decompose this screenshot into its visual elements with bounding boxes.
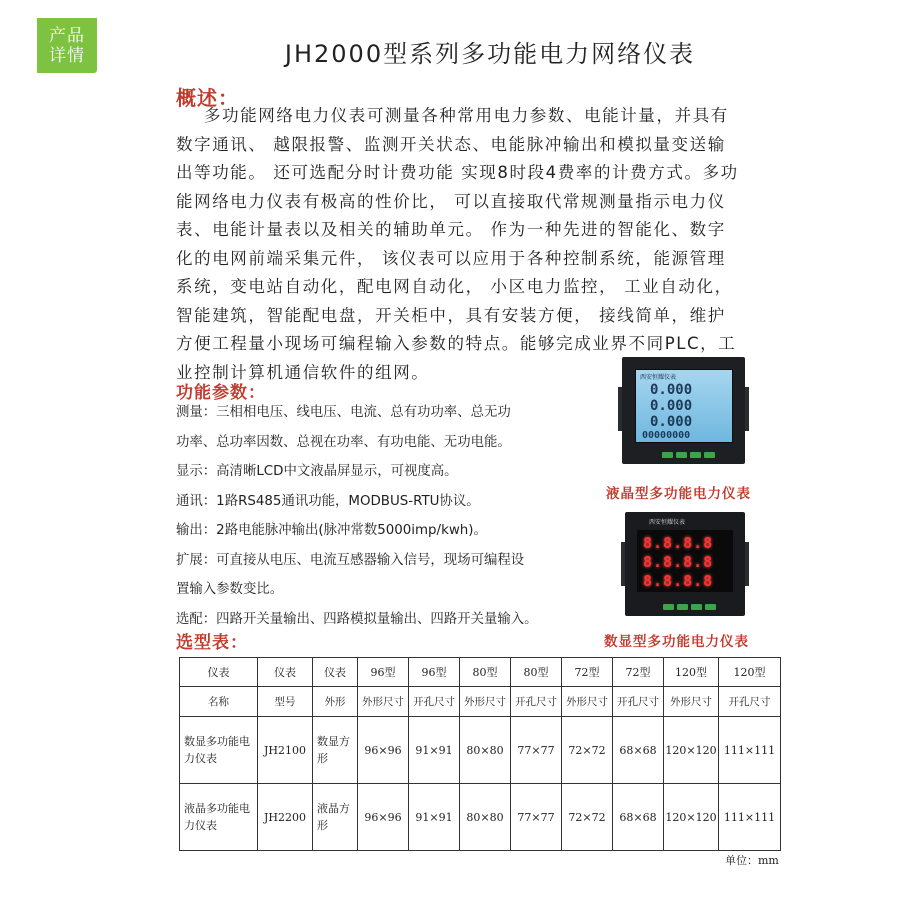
table-cell: 数显方形: [313, 717, 358, 784]
table-row: [180, 784, 781, 851]
table-cell: 120型: [719, 658, 781, 687]
table-cell: 外形尺寸: [664, 687, 719, 717]
lcd-row-2: 0.000: [650, 398, 693, 414]
led-row-1: 8.8.8.8: [643, 534, 714, 552]
overview-line: 业控制计算机通信软件的组网。: [176, 362, 430, 382]
overview-line: 系统，变电站自动化，配电网自动化， 小区电力监控， 工业自动化，: [176, 277, 733, 296]
table-cell: 111×111: [719, 717, 781, 784]
lcd-row-1: 0.000: [650, 382, 693, 398]
table-cell: 开孔尺寸: [613, 687, 664, 717]
table-cell: 外形: [313, 687, 358, 717]
function-line: 置输入参数变比。: [176, 582, 284, 597]
table-cell: 液晶方形: [313, 784, 358, 851]
table-cell: 120型: [664, 658, 719, 687]
lcd-row-energy: 00000000: [642, 430, 691, 441]
lcd-screen: [635, 369, 733, 443]
table-cell: 开孔尺寸: [409, 687, 460, 717]
table-header-row-2: [180, 687, 781, 717]
table-cell: 77×77: [511, 784, 562, 851]
overview-line: 表、电能计量表以及相关的辅助单元。 作为一种先进的智能化、数字: [176, 220, 726, 239]
function-line: 测量：三相相电压、线电压、电流、总有功功率、总无功: [176, 405, 511, 420]
table-cell: 72型: [562, 658, 613, 687]
function-line: 功率、总功率因数、总视在功率、有功电能、无功电能。: [176, 434, 511, 450]
overview-line: 方便工程量小现场可编程输入参数的特点。能够完成业界不同PLC，工: [176, 334, 737, 353]
product-details-badge: [37, 18, 97, 73]
table-cell: 型号: [258, 687, 313, 717]
table-cell: 111×111: [719, 784, 781, 851]
function-line: 扩展：可直接从电压、电流互感器输入信号，现场可编程设: [176, 552, 525, 568]
table-cell: 80型: [511, 658, 562, 687]
overview-line: 能网络电力仪表有极高的性价比， 可以直接取代常规测量指示电力仪: [176, 191, 726, 211]
table-cell: 80×80: [460, 784, 511, 851]
overview-line: 化的电网前端采集元件， 该仪表可以应用于各种控制系统，能源管理: [176, 248, 726, 268]
led-meter-image: [625, 512, 745, 616]
led-meter-caption: 数显型多功能电力仪表: [604, 634, 749, 650]
table-cell: 80×80: [460, 717, 511, 784]
table-cell: 名称: [180, 687, 258, 717]
table-cell: 开孔尺寸: [511, 687, 562, 717]
table-cell: 仪表: [180, 658, 258, 687]
table-cell: 72型: [613, 658, 664, 687]
table-cell: 120×120: [664, 717, 719, 784]
lcd-brand: 西安恒耀仪表: [640, 374, 677, 381]
function-line: 显示：高清晰LCD中文液晶屏显示，可视度高。: [176, 464, 458, 479]
table-cell: 数显多功能电力仪表: [180, 717, 258, 784]
table-cell: 120×120: [664, 784, 719, 851]
unit-note: 单位：mm: [725, 854, 779, 867]
overview-line: 出等功能。 还可选配分时计费功能 实现8时段4费率的计费方式。多功: [176, 163, 739, 182]
table-cell: 72×72: [562, 784, 613, 851]
led-row-3: 8.8.8.8: [643, 572, 714, 590]
functions-heading: 功能参数：: [176, 383, 266, 403]
overview-text: [176, 102, 786, 387]
table-cell: 仪表: [258, 658, 313, 687]
page-title: JH2000型系列多功能电力网络仪表: [284, 40, 696, 68]
table-cell: JH2200: [258, 784, 313, 851]
table-cell: 80型: [460, 658, 511, 687]
badge-line-1: 产品: [49, 25, 85, 46]
badge-line-2: 详情: [49, 45, 85, 66]
table-cell: 开孔尺寸: [719, 687, 781, 717]
led-meter-buttons: [663, 604, 716, 610]
function-line: 输出：2路电能脉冲输出(脉冲常数5000imp/kwh)。: [176, 523, 487, 538]
table-row: [180, 717, 781, 784]
table-cell: 91×91: [409, 717, 460, 784]
selection-heading: 选型表：: [176, 633, 248, 653]
function-parameters: [176, 398, 591, 634]
lcd-meter-caption: 液晶型多功能电力仪表: [606, 486, 751, 502]
table-cell: 96×96: [358, 784, 409, 851]
overview-line: 智能建筑，智能配电盘，开关柜中，具有安装方便， 接线简单，维护: [176, 305, 726, 325]
table-cell: 91×91: [409, 784, 460, 851]
table-cell: 外形尺寸: [460, 687, 511, 717]
table-cell: 96型: [409, 658, 460, 687]
overview-line: 多功能网络电力仪表可测量各种常用电力参数、电能计量，并具有: [204, 106, 729, 125]
table-cell: 96×96: [358, 717, 409, 784]
overview-heading: 概述：: [176, 86, 239, 110]
table-cell: 外形尺寸: [358, 687, 409, 717]
table-cell: 仪表: [313, 658, 358, 687]
table-cell: 72×72: [562, 717, 613, 784]
lcd-row-3: 0.000: [650, 414, 693, 430]
lcd-meter-image: [622, 357, 745, 464]
table-cell: 外形尺寸: [562, 687, 613, 717]
selection-table: [179, 657, 781, 851]
table-cell: 68×68: [613, 784, 664, 851]
table-header-row-1: [180, 658, 781, 687]
led-row-2: 8.8.8.8: [643, 553, 714, 571]
overview-line: 数字通讯、 越限报警、监测开关状态、电能脉冲输出和模拟量变送输: [176, 134, 726, 154]
table-cell: 68×68: [613, 717, 664, 784]
table-cell: 液晶多功能电力仪表: [180, 784, 258, 851]
led-screen: [637, 530, 733, 592]
table-cell: 96型: [358, 658, 409, 687]
function-line: 选配：四路开关量输出、四路模拟量输出、四路开关量输入。: [176, 611, 538, 627]
table-cell: JH2100: [258, 717, 313, 784]
lcd-meter-buttons: [662, 452, 715, 458]
function-line: 通讯：1路RS485通讯功能，MODBUS-RTU协议。: [176, 493, 480, 509]
led-brand: 西安恒耀仪表: [649, 519, 686, 526]
table-cell: 77×77: [511, 717, 562, 784]
